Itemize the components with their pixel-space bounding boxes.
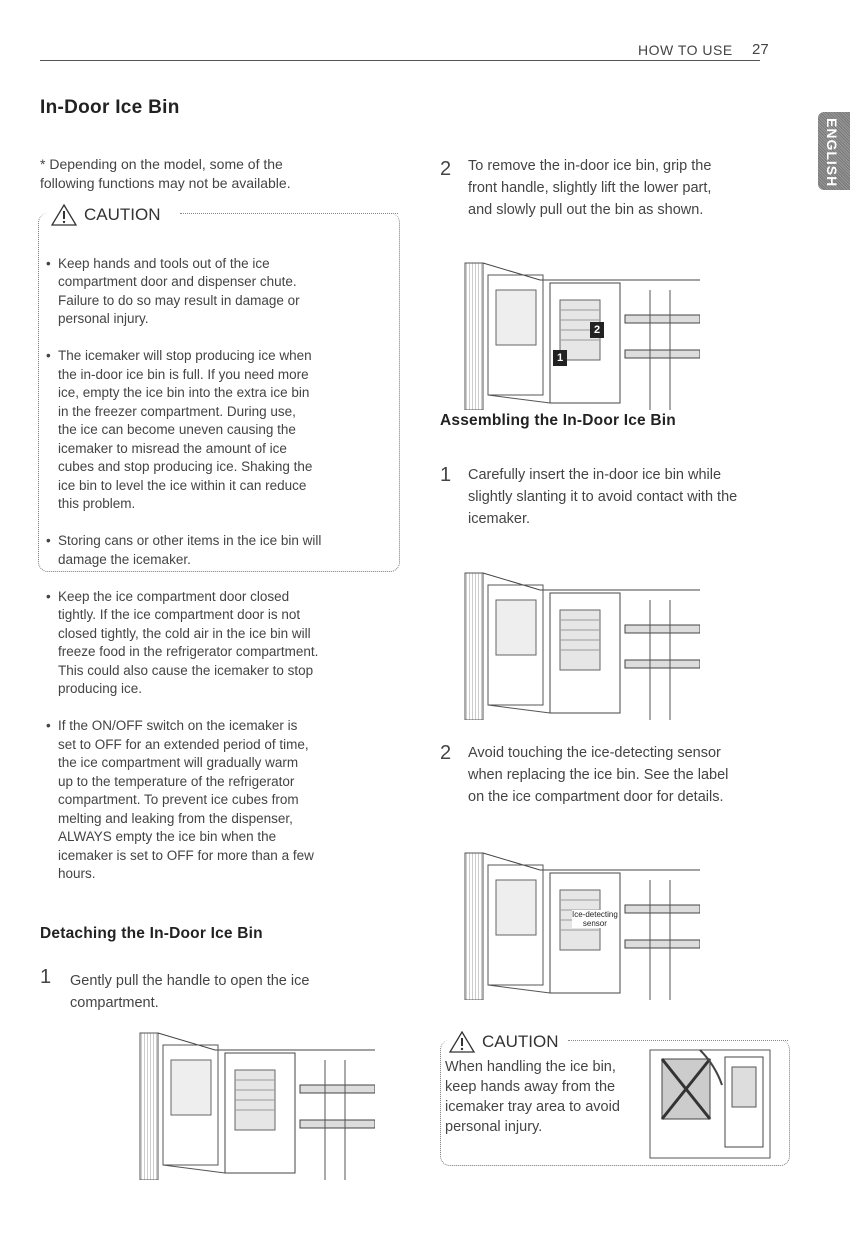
assembling-heading: Assembling the In-Door Ice Bin — [440, 412, 676, 429]
step-text: Carefully insert the in-door ice bin while slightly slanting it to avoid contact with the icemaker. — [468, 467, 738, 527]
availability-note: * Depending on the model, some of the following functions may not be available. — [40, 156, 291, 191]
warning-triangle-icon — [448, 1030, 476, 1054]
step-number: 1 — [440, 464, 452, 486]
step-number: 2 — [440, 158, 452, 180]
caution-rule — [180, 213, 398, 214]
step-number: 1 — [40, 966, 52, 988]
language-tab-label: ENGLISH — [824, 118, 840, 188]
caution-rule — [568, 1040, 788, 1041]
caution-item: • Keep hands and tools out of the ice compartment door and dispenser chute. Failure to do so may result in damage or personal injury. — [44, 255, 400, 329]
caution-heading — [50, 203, 169, 227]
header-rule — [40, 60, 760, 61]
step-text: Gently pull the handle to open the ice compartment. — [70, 973, 310, 1011]
step-text: To remove the in-door ice bin, grip the front handle, slightly lift the lower part, and slowly pull out the bin as shown. — [468, 158, 712, 218]
header-section: HOW TO USE — [638, 42, 733, 58]
figure-open-ice-compartment — [135, 1025, 375, 1185]
caution-list — [44, 236, 400, 902]
caution-item: • The icemaker will stop producing ice when the in-door ice bin is full. If you need more ice, empty the ice bin into the extra ice bin in the freezer compartment. During use, the ice can become uneven causing the icemaker to misread the amount of ice cubes and stop producing ice. Shaking the ice bin to level the ice within it can reduce this problem. — [44, 347, 400, 514]
caution-heading — [448, 1030, 567, 1054]
caution-item: • If the ON/OFF switch on the icemaker is set to OFF for an extended period of time, the ice compartment will gradually warm up to the temperature of the refrigerator compartment. To prevent ice cubes from melting and leaking from the dispenser, ALWAYS empty the ice bin when the icemaker is set to OFF for more than a few hours. — [44, 717, 400, 884]
figure-callout: 2 — [590, 322, 604, 338]
caution-item: • Keep the ice compartment door closed tightly. If the ice compartment door is not closed tightly, the cold air in the ice bin will freeze food in the refrigerator compartment. This could also cause the icemaker to stop producing ice. — [44, 588, 400, 699]
sensor-label: Ice-detecting sensor — [572, 910, 618, 928]
step-text: Avoid touching the ice-detecting sensor when replacing the ice bin. See the label on the ice compartment door for details. — [468, 745, 729, 805]
caution-text: When handling the ice bin, keep hands away from the icemaker tray area to avoid personal injury. — [445, 1059, 620, 1135]
caution-label: CAUTION — [84, 205, 161, 224]
detaching-heading: Detaching the In-Door Ice Bin — [40, 925, 263, 942]
figure-remove-ice-bin — [460, 255, 700, 415]
caution-item: • Storing cans or other items in the ice bin will damage the icemaker. — [44, 532, 400, 569]
figure-callout: 1 — [553, 350, 567, 366]
figure-icemaker-hand — [640, 1045, 780, 1160]
warning-triangle-icon — [50, 203, 78, 227]
figure-insert-ice-bin — [460, 565, 700, 725]
caution-label: CAUTION — [482, 1032, 559, 1051]
step-number: 2 — [440, 742, 452, 764]
language-tab — [818, 112, 850, 190]
page-title: In-Door Ice Bin — [40, 97, 180, 118]
page-number: 27 — [752, 41, 769, 58]
